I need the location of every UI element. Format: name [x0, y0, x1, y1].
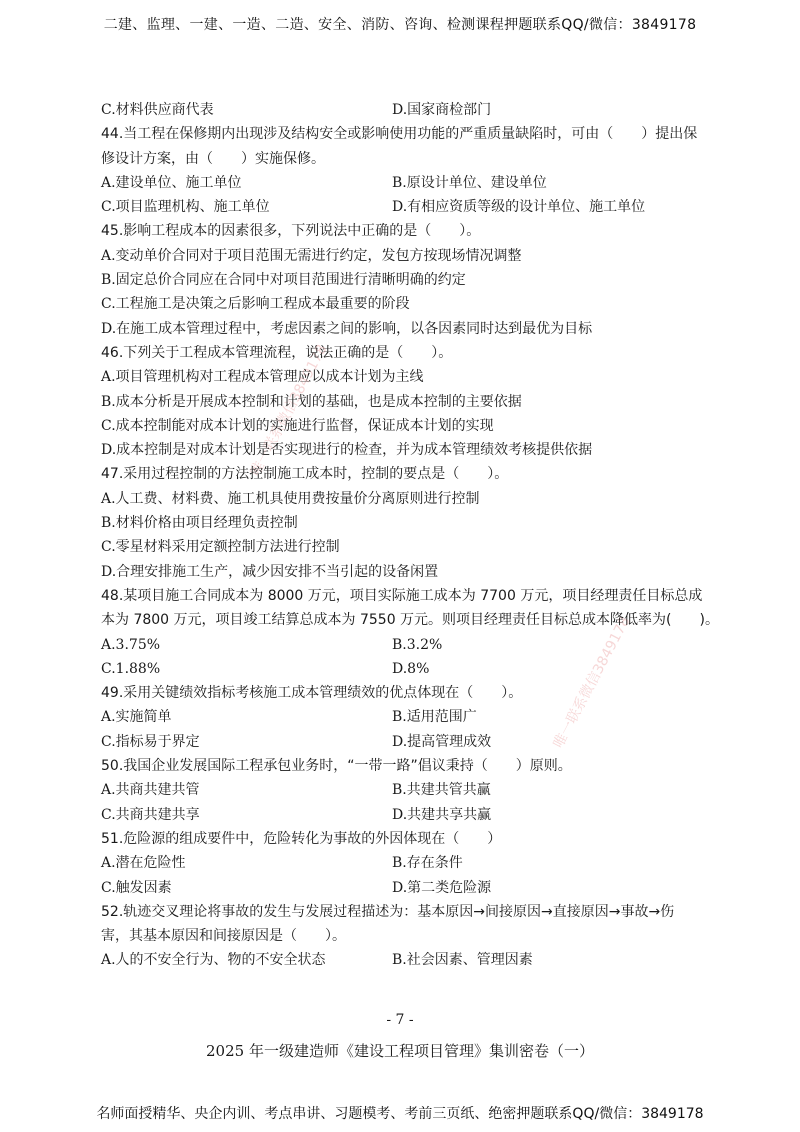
question-52-options: [101, 948, 701, 972]
option-c: C.触发因素: [101, 879, 172, 896]
option-c: C.零星材料采用定额控制方法进行控制: [101, 539, 340, 556]
option-c: C.成本控制能对成本计划的实施进行监督，保证成本计划的实现: [101, 417, 494, 434]
option-a: A.实施简单: [101, 709, 172, 726]
option-a: A.项目管理机构对工程成本管理应以成本计划为主线: [101, 369, 424, 386]
question-49-options: [101, 730, 701, 754]
exam-content: [101, 98, 719, 973]
option-d: D.有相应资质等级的设计单位、施工单位: [392, 199, 646, 216]
option-d: D.提高管理成效: [392, 733, 492, 750]
option-c: C.材料供应商代表: [101, 102, 214, 118]
header-ad: 二建、监理、一建、一造、二造、安全、消防、咨询、检测课程押题联系QQ/微信：3849178: [103, 17, 697, 33]
option-a: A.潜在危险性: [101, 855, 186, 872]
question-50-options: [101, 803, 701, 827]
footer-ad: 名师面授精华、央企内训、考点串讲、习题模考、考前三页纸、绝密押题联系QQ/微信：3849178: [96, 1106, 704, 1122]
question-44-options: [101, 195, 701, 219]
watermark: 唯一联系微信3849178: [247, 342, 331, 479]
question-50-stem: 50.我国企业发展国际工程承包业务时，“一带一路”倡议秉持（ ）原则。: [101, 758, 572, 775]
question-46-stem: 46.下列关于工程成本管理流程，说法正确的是（ ）。: [101, 344, 453, 361]
question-51-options: [101, 851, 701, 875]
question-50-options: [101, 778, 701, 802]
question-44-stem: 44.当工程在保修期内出现涉及结构安全或影响使用功能的严重质量缺陷时，可由（ ）提出保修设计方案，由（ ）实施保修。: [101, 126, 698, 167]
option-d: D.8%: [392, 660, 430, 677]
question-45-stem: 45.影响工程成本的因素很多，下列说法中正确的是（ ）。: [101, 223, 481, 240]
option-b: B.存在条件: [392, 855, 463, 872]
question-51-options: [101, 876, 701, 900]
question-48-options: [101, 657, 701, 681]
option-b: B.成本分析是开展成本控制和计划的基础，也是成本控制的主要依据: [101, 393, 522, 410]
question-52-stem-cont: 害，其基本原因和间接原因是（ ）。: [101, 928, 346, 945]
option-a: A.人的不安全行为、物的不安全状态: [101, 952, 326, 969]
option-a: A.共商共建共管: [101, 782, 200, 799]
option-d: D.成本控制是对成本计划是否实现进行的检查，并为成本管理绩效考核提供依据: [101, 442, 593, 459]
question-47-stem: 47.采用过程控制的方法控制施工成本时，控制的要点是（ ）。: [101, 466, 509, 483]
option-b: B.社会因素、管理因素: [392, 952, 533, 969]
option-b: B.材料价格由项目经理负责控制: [101, 515, 298, 532]
option-c: C.工程施工是决策之后影响工程成本最重要的阶段: [101, 296, 410, 313]
watermark: 唯一联系微信3849178: [550, 614, 634, 751]
question-52-stem: 52.轨迹交叉理论将事故的发生与发展过程描述为：基本原因→间接原因→直接原因→事故→伤: [101, 903, 675, 920]
option-a: A.人工费、材料费、施工机具使用费按量价分离原则进行控制: [101, 490, 480, 507]
option-d: D.第二类危险源: [392, 879, 492, 896]
option-d: D.国家商检部门: [392, 102, 492, 118]
option-d: D.合理安排施工生产，减少因安排不当引起的设备闲置: [101, 563, 439, 580]
option-c: C.项目监理机构、施工单位: [101, 199, 270, 216]
question-49-options: [101, 705, 701, 729]
option-a: A.建设单位、施工单位: [101, 174, 242, 191]
question-49-stem: 49.采用关键绩效指标考核施工成本管理绩效的优点体现在（ ）。: [101, 685, 523, 702]
option-c: C.指标易于界定: [101, 733, 200, 750]
question-48-stem: 48.某项目施工合同成本为 8000 万元，项目实际施工成本为 7700 万元，项目经理责任目标总成: [101, 587, 703, 604]
option-b: B.3.2%: [392, 636, 443, 653]
option-c: C.1.88%: [101, 660, 161, 677]
question-48-stem-cont: 本为 7800 万元，项目竣工结算总成本为 7550 万元。则项目经理责任目标总成本降低率为( )。: [101, 612, 719, 629]
option-d: D.共建共享共赢: [392, 806, 492, 823]
question-51-stem: 51.危险源的组成要件中，危险转化为事故的外因体现在（ ）: [101, 830, 502, 847]
option-b: B.适用范围广: [392, 709, 477, 726]
option-d: D.在施工成本管理过程中，考虑因素之间的影响，以各因素同时达到最优为目标: [101, 320, 593, 337]
option-b: B.共建共管共赢: [392, 782, 491, 799]
page-title: 2025 年一级建造师《建设工程项目管理》集训密卷（一）: [206, 1042, 594, 1060]
option-c: C.共商共建共享: [101, 806, 200, 823]
question-44-options: [101, 171, 701, 195]
option-a: A.变动单价合同对于项目范围无需进行约定，发包方按现场情况调整: [101, 247, 522, 264]
option-a: A.3.75%: [101, 636, 161, 653]
page-number: - 7 -: [386, 1012, 414, 1028]
question-48-options: [101, 633, 701, 657]
option-b: B.固定总价合同应在合同中对项目范围进行清晰明确的约定: [101, 272, 466, 289]
option-b: B.原设计单位、建设单位: [392, 174, 547, 191]
carry-options: [101, 98, 701, 122]
